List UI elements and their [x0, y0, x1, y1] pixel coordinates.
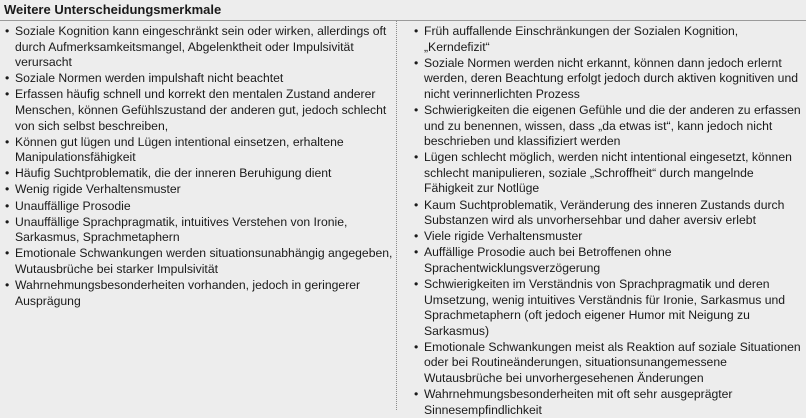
list-item: • Unauffällige Sprachpragmatik, intuitives Verstehen von Ironie, Sarkasmus, Sprachmetaphern — [5, 214, 348, 245]
bullet-icon: • — [5, 166, 10, 181]
bullet-icon: • — [5, 246, 10, 261]
bullet-icon: • — [5, 71, 10, 86]
list-item: • Erfassen häufig schnell und korrekt den mentalen Zustand anderer Menschen, können Gefühlszustand der anderen gut, jedoch schlecht von sich selbst beschreiben, — [5, 87, 387, 133]
bullet-icon: • — [5, 134, 10, 149]
list-item: • Schwierigkeiten im Verständnis von Sprachpragmatik und deren Umsetzung, wenig intuitives Verständnis für Ironie, Sarkasmus und Sprachmetaphern (oft jedoch eigener Humor mit Neigung zu Sarkasmus) — [414, 277, 786, 338]
bullet-icon: • — [414, 197, 419, 212]
table-header — [0, 0, 806, 21]
bullet-icon: • — [5, 182, 10, 197]
bullet-icon: • — [414, 245, 419, 260]
bullet-icon: • — [5, 24, 10, 38]
list-item: • Lügen schlecht möglich, werden nicht intentional eingesetzt, können schlecht manipulieren, soziale „Schroffheit“ durch mangelnde Fähigkeit zur Notlüge — [414, 150, 792, 196]
bullet-icon: • — [5, 214, 10, 229]
left-list — [0, 24, 396, 309]
bullet-icon: • — [5, 87, 10, 102]
list-item: • Auffällige Prosodie auch bei Betroffenen ohne Sprachentwicklungsverzögerung — [414, 245, 672, 275]
table-title: Weitere Unterscheidungsmerkmale — [4, 2, 222, 17]
bullet-icon: • — [414, 102, 419, 117]
list-item: • Schwierigkeiten die eigenen Gefühle und die der anderen zu erfassen und zu benennen, wissen, dass „da etwas ist“, kann jedoch nicht beschrieben und klassifiziert werden — [414, 102, 801, 149]
right-column — [396, 21, 806, 417]
right-list — [396, 24, 806, 418]
bullet-icon: • — [414, 339, 419, 354]
list-item: • Häufig Suchtproblematik, die der inneren Beruhigung dient — [5, 166, 332, 181]
bullet-icon: • — [414, 229, 419, 244]
bullet-icon: • — [414, 277, 419, 291]
list-item: • Unauffällige Prosodie — [5, 198, 131, 213]
list-item: • Soziale Kognition kann eingeschränkt sein oder wirken, allerdings oft durch Aufmerksamkeitsmangel, Abgelenktheit oder Impulsivität verursacht — [5, 24, 387, 70]
bullet-icon: • — [414, 150, 419, 165]
list-item: • Wahrnehmungsbesonderheiten mit oft sehr ausgeprägter Sinnesempfindlichkeit — [414, 387, 733, 417]
table-body — [0, 21, 806, 417]
list-item: • Viele rigide Verhaltensmuster — [414, 229, 583, 244]
list-item: • Früh auffallende Einschränkungen der Sozialen Kognition, „Kerndefizit“ — [414, 24, 739, 54]
bullet-icon: • — [414, 24, 419, 38]
list-item: • Soziale Normen werden nicht erkannt, können dann jedoch erlernt werden, deren Beachtung erfolgt jedoch durch aktiven kognitiven und nicht verinnerlichten Prozess — [414, 55, 798, 101]
list-item: • Emotionale Schwankungen meist als Reaktion auf soziale Situationen oder bei Routineänderungen, situationsunangemessene Wutausbrüche bei unvorhergesehenen Änderungen — [414, 339, 801, 386]
list-item: • Soziale Normen werden impulshaft nicht beachtet — [5, 71, 284, 86]
list-item: • Wahrnehmungsbesonderheiten vorhanden, jedoch in geringerer Ausprägung — [5, 278, 361, 308]
list-item: • Können gut lügen und Lügen intentional einsetzen, erhaltene Manipulationsfähigkeit — [5, 134, 344, 165]
bullet-icon: • — [414, 387, 419, 402]
bullet-icon: • — [414, 55, 419, 70]
left-column — [0, 21, 396, 410]
list-item: • Kaum Suchtproblematik, Veränderung des inneren Zustands durch Substanzen wird als unvorhersehbar und daher aversiv erlebt — [414, 197, 785, 228]
bullet-icon: • — [5, 278, 10, 292]
bullet-icon: • — [5, 198, 10, 213]
list-item: • Emotionale Schwankungen werden situationsunabhängig angegeben, Wutausbrüche bei starker Impulsivität — [5, 246, 393, 276]
list-item: • Wenig rigide Verhaltensmuster — [5, 182, 181, 197]
